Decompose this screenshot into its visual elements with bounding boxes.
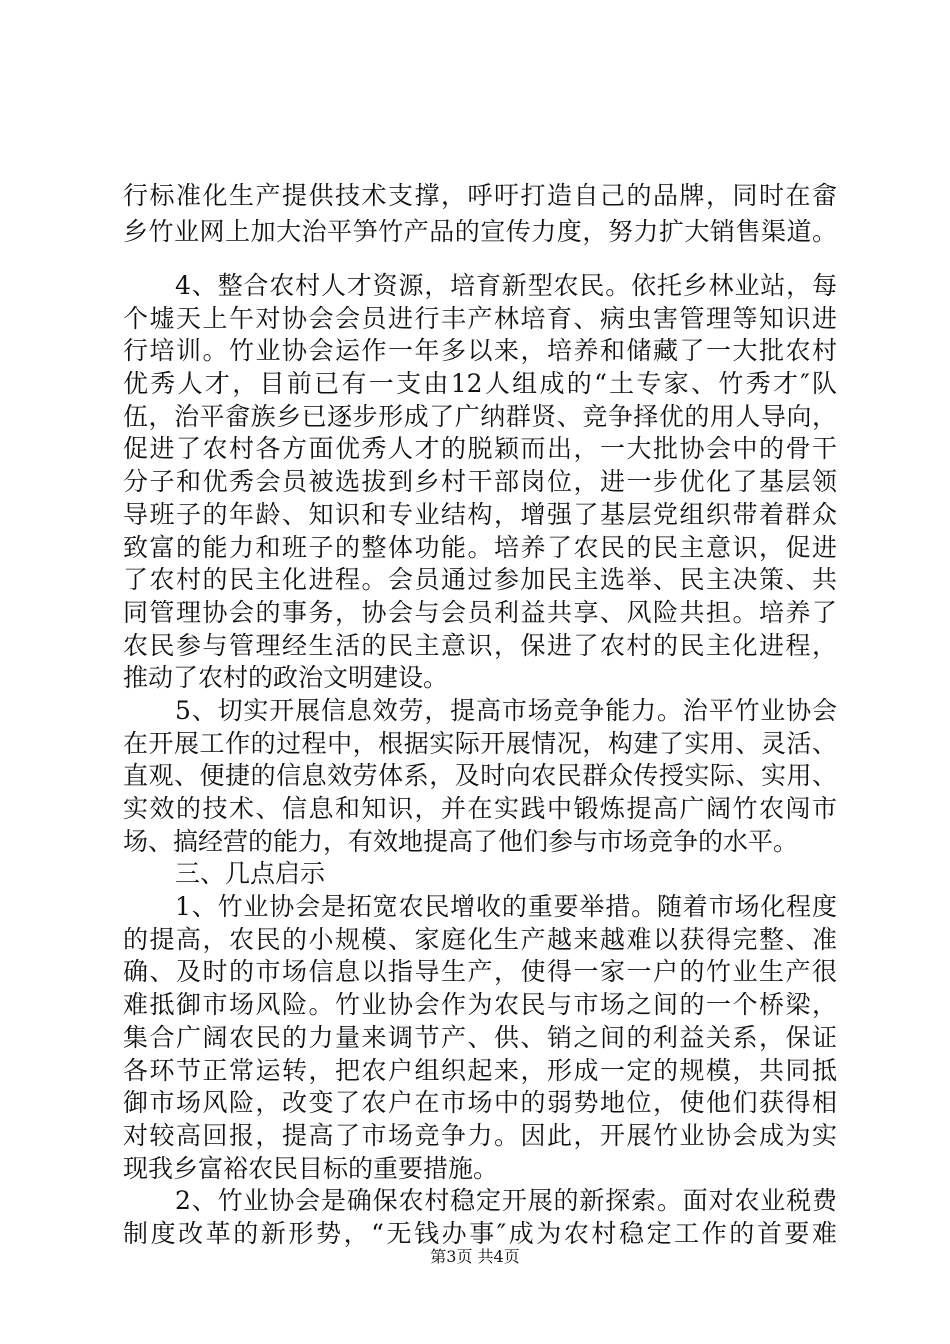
text-line: 三、几点启示 xyxy=(175,859,326,889)
text-line: 集合广阔农民的力量来调节产、供、销之间的利益关系，保证 xyxy=(123,1022,837,1052)
text-line: 场、搞经营的能力，有效地提高了他们参与市场竞争的水平。 xyxy=(123,826,799,856)
text-line: 的提高，农民的小规模、家庭化生产越来越难以获得完整、准 xyxy=(123,924,837,954)
text-line: 导班子的年龄、知识和专业结构，增强了基层党组织带着群众 xyxy=(123,499,837,529)
text-line: 4、整合农村人才资源，培育新型农民。依托乡林业站，每 xyxy=(175,271,837,300)
text-line: 御市场风险，改变了农户在市场中的弱势地位，使他们获得相 xyxy=(123,1088,837,1118)
text-line: 优秀人才，目前已有一支由12人组成的“土专家、竹秀才″队 xyxy=(123,369,837,399)
text-line: 伍，治平畲族乡已逐步形成了广纳群贤、竞争择优的用人导向， xyxy=(123,401,837,431)
text-line: 2、竹业协会是确保农村稳定开展的新探索。面对农业税费 xyxy=(175,1186,837,1216)
page-number: 第3页 共4页 xyxy=(430,1247,520,1266)
text-line: 各环节正常运转，把农户组织起来，形成一定的规模，共同抵 xyxy=(123,1055,837,1085)
text-line: 直观、便捷的信息效劳体系，及时向农民群众传授实际、实用、 xyxy=(123,761,837,791)
text-line: 同管理协会的事务，协会与会员利益共享、风险共担。培养了 xyxy=(123,597,837,627)
document-body xyxy=(123,270,837,1251)
text-line: 1、竹业协会是拓宽农民增收的重要举措。随着市场化程度 xyxy=(175,892,837,922)
text-line: 促进了农村各方面优秀人才的脱颖而出，一大批协会中的骨干 xyxy=(123,434,837,464)
text-line: 对较高回报，提高了市场竞争力。因此，开展竹业协会成为实 xyxy=(123,1120,837,1150)
text-line: 现我乡富裕农民目标的重要措施。 xyxy=(123,1153,499,1183)
text-line: 难抵御市场风险。竹业协会作为农民与市场之间的一个桥梁， xyxy=(123,990,837,1020)
text-line: 制度改革的新形势，“无钱办事″成为农村稳定工作的首要难 xyxy=(123,1218,837,1248)
text-line: 行标准化生产提供技术支撑，呼吁打造自己的品牌，同时在畲 xyxy=(123,181,837,210)
text-line: 在开展工作的过程中，根据实际开展情况，构建了实用、灵活、 xyxy=(123,728,837,758)
text-line: 确、及时的市场信息以指导生产，使得一家一户的竹业生产很 xyxy=(123,957,837,987)
text-line: 5、切实开展信息效劳，提高市场竞争能力。治平竹业协会 xyxy=(175,695,837,725)
text-line: 行培训。竹业协会运作一年多以来，培养和储藏了一大批农村 xyxy=(123,336,837,366)
text-line: 分子和优秀会员被选拔到乡村干部岗位，进一步优化了基层领 xyxy=(123,467,837,497)
text-line: 推动了农村的政治文明建设。 xyxy=(123,663,449,693)
text-line: 了农村的民主化进程。会员通过参加民主选举、民主决策、共 xyxy=(123,565,837,595)
text-line: 个墟天上午对协会会员进行丰产林培育、病虫害管理等知识进 xyxy=(123,303,837,333)
text-line: 乡竹业网上加大治平笋竹产品的宣传力度，努力扩大销售渠道。 xyxy=(123,217,837,246)
text-line: 农民参与管理经生活的民主意识，保进了农村的民主化进程， xyxy=(123,630,837,660)
text-line: 实效的技术、信息和知识，并在实践中锻炼提高广阔竹农闯市 xyxy=(123,794,837,823)
text-line: 致富的能力和班子的整体功能。培养了农民的民主意识，促进 xyxy=(123,532,837,562)
continuation-paragraph xyxy=(123,178,837,250)
